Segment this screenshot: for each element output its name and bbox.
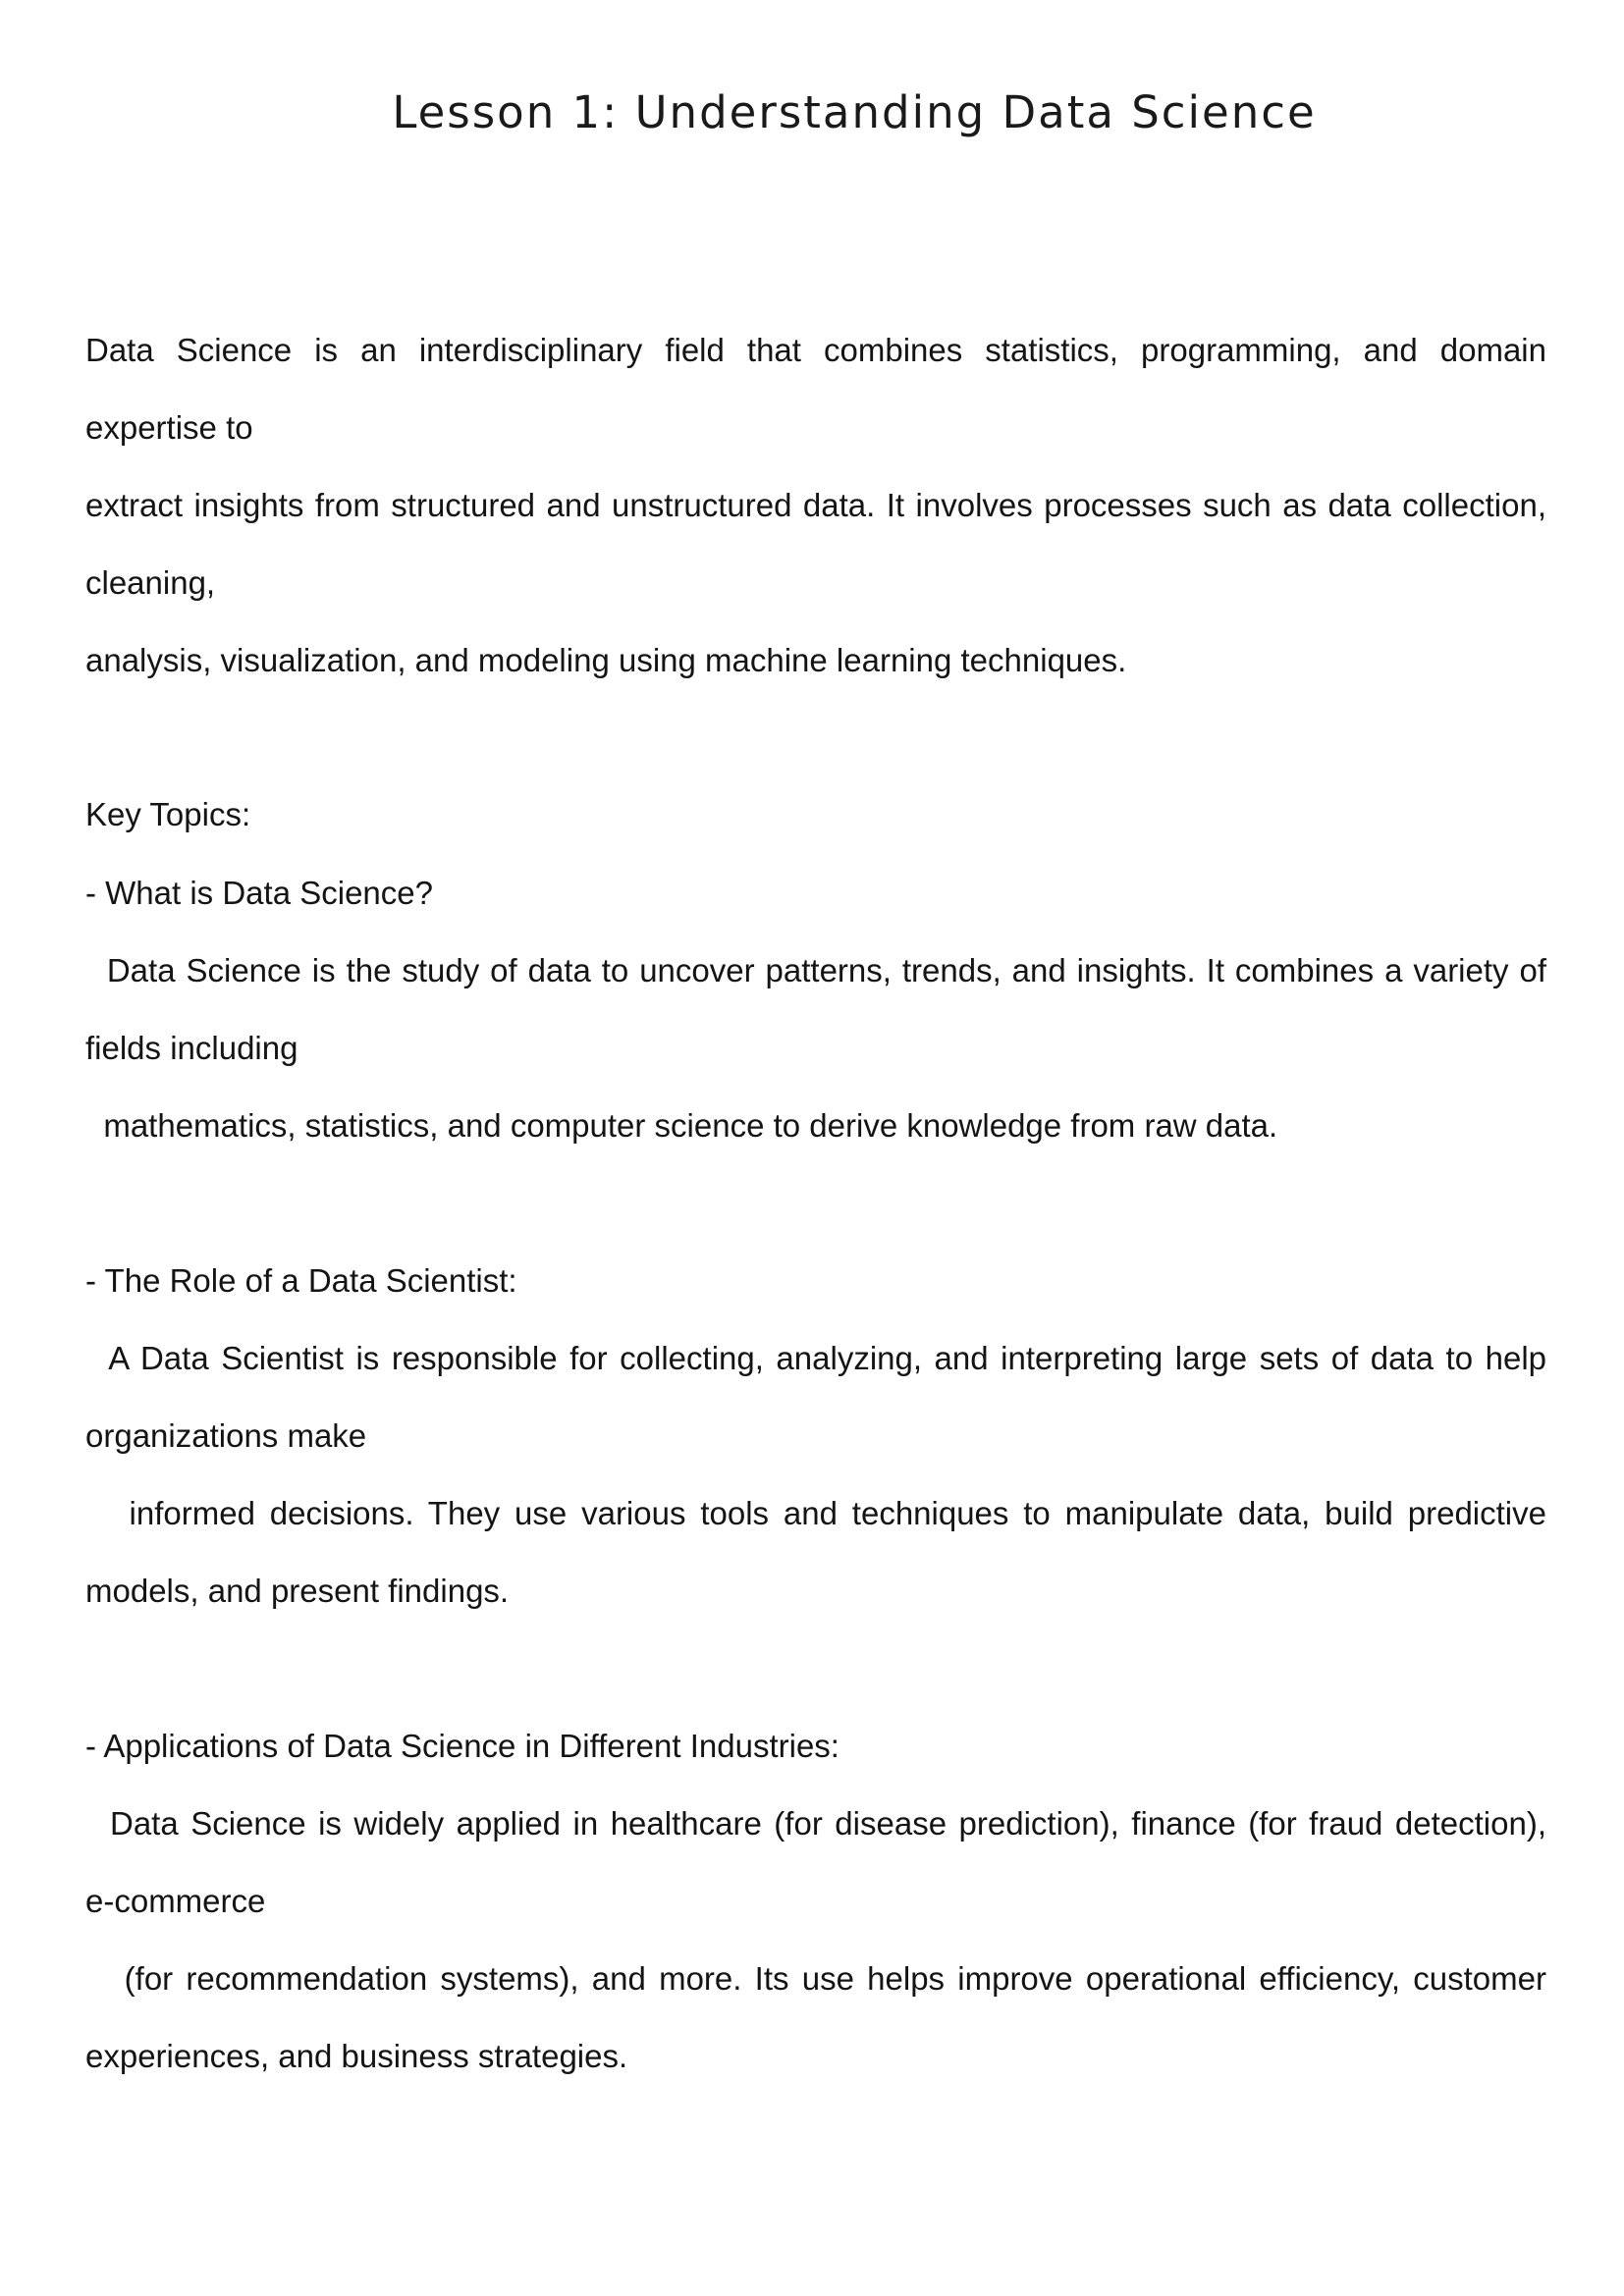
intro-line: expertise to bbox=[85, 409, 253, 446]
intro-line: extract insights from structured and unstructured data. It involves processes such as data collection, bbox=[85, 487, 1546, 523]
topic-line: models, and present findings. bbox=[85, 1573, 510, 1609]
topic-line: informed decisions. They use various tools and techniques to manipulate data, build predictive bbox=[85, 1495, 1546, 1531]
topic-heading: - The Role of a Data Scientist: bbox=[85, 1262, 517, 1299]
intro-line: cleaning, bbox=[85, 564, 216, 601]
intro-line: Data Science is an interdisciplinary field that combines statistics, programming, and domain bbox=[85, 332, 1546, 368]
topic-heading: - What is Data Science? bbox=[85, 875, 433, 911]
topic-line: fields including bbox=[85, 1030, 298, 1066]
topic-line: experiences, and business strategies. bbox=[85, 2038, 628, 2074]
topic-line: organizations make bbox=[85, 1417, 367, 1454]
page-title: Lesson 1: Understanding Data Science bbox=[392, 86, 1317, 138]
key-topics-heading: Key Topics: bbox=[85, 796, 251, 832]
topic-line: Data Science is the study of data to uncover patterns, trends, and insights. It combines a variety of bbox=[85, 952, 1546, 988]
topic-line: mathematics, statistics, and computer science to derive knowledge from raw data. bbox=[85, 1107, 1278, 1144]
topic-line: Data Science is widely applied in healthcare (for disease prediction), finance (for fraud detection), bbox=[85, 1805, 1546, 1842]
topic-heading: - Applications of Data Science in Different Industries: bbox=[85, 1728, 839, 1764]
intro-line: analysis, visualization, and modeling using machine learning techniques. bbox=[85, 642, 1127, 678]
topic-line: (for recommendation systems), and more. Its use helps improve operational efficiency, customer bbox=[85, 1960, 1546, 1997]
topic-line: A Data Scientist is responsible for collecting, analyzing, and interpreting large sets of data to help bbox=[85, 1340, 1546, 1376]
topic-line: e-commerce bbox=[85, 1883, 266, 1919]
